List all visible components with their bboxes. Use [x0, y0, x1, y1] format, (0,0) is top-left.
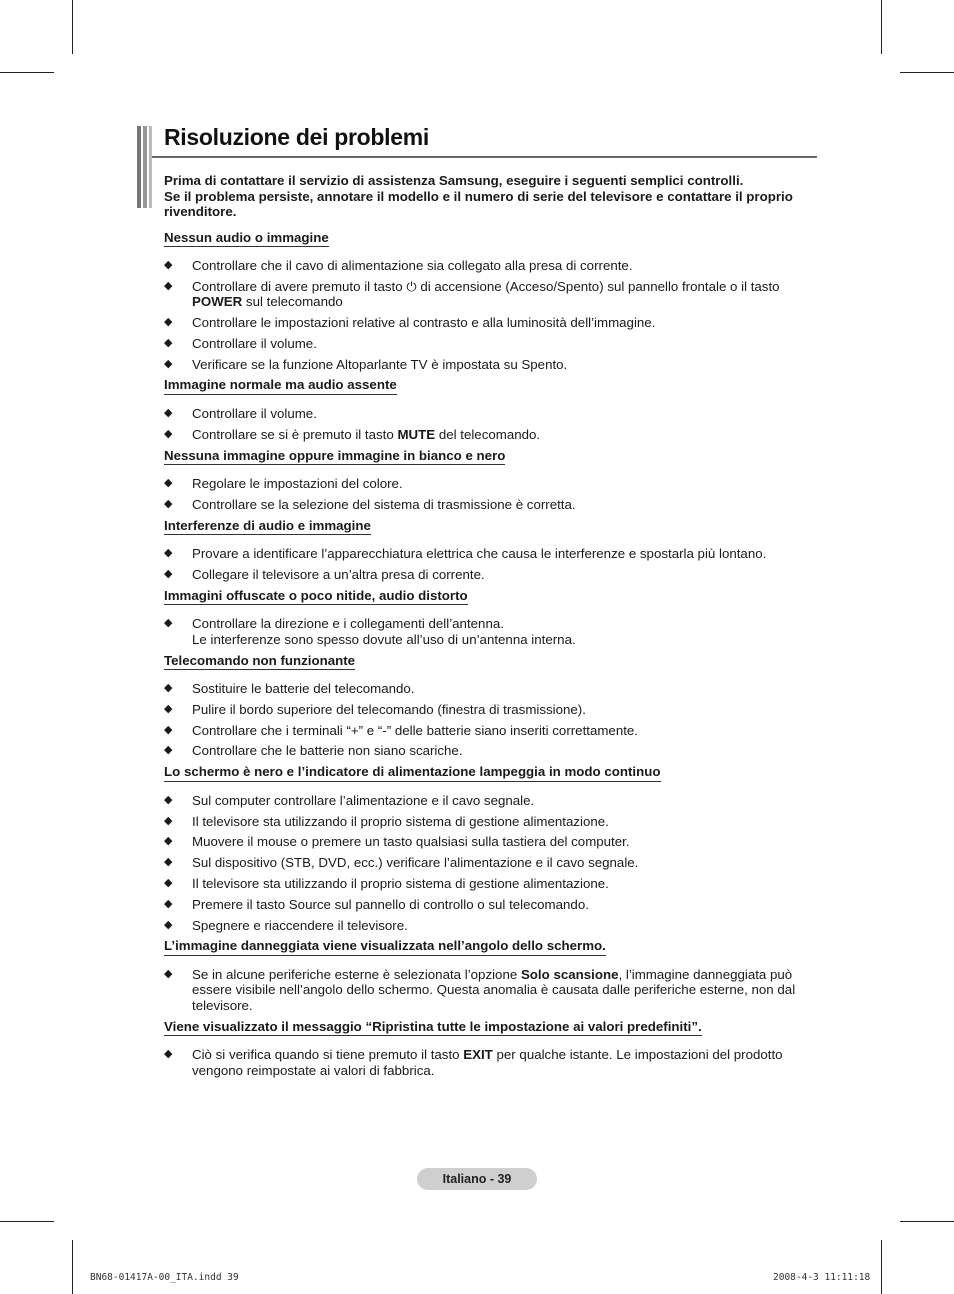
- list-item-text: Il televisore sta utilizzando il proprio sistema di gestione alimentazione.: [192, 875, 609, 891]
- title-rule: [152, 156, 817, 158]
- list-item-text: Provare a identificare l’apparecchiatura elettrica che causa le interferenze e spostarla più lontano.: [192, 546, 767, 562]
- item-list: [164, 967, 820, 1014]
- crop-mark: [881, 0, 882, 54]
- crop-mark: [0, 72, 54, 73]
- list-item: [164, 814, 820, 830]
- list-item-text: Sul dispositivo (STB, DVD, ecc.) verificare l’alimentazione e il cavo segnale.: [192, 855, 639, 871]
- list-item: [164, 897, 820, 913]
- list-item: [164, 336, 820, 352]
- list-item: [164, 279, 820, 310]
- list-item-text: Controllare il volume.: [192, 335, 317, 351]
- section: [164, 377, 820, 442]
- item-list: [164, 258, 820, 372]
- crop-mark: [900, 1221, 954, 1222]
- crop-mark: [72, 0, 73, 54]
- diamond-bullet-icon: ◆: [164, 259, 173, 271]
- intro: [164, 173, 820, 220]
- list-item: [164, 357, 820, 373]
- section-heading: Telecomando non funzionante: [164, 653, 355, 671]
- item-list: [164, 406, 820, 442]
- diamond-bullet-icon: ◆: [164, 497, 173, 510]
- list-item-text: Controllare il volume.: [192, 405, 317, 421]
- list-item-text: Il televisore sta utilizzando il proprio sistema di gestione alimentazione.: [192, 813, 609, 829]
- list-item-text: Controllare che i terminali “+” e “-” delle batterie siano inseriti correttamente.: [192, 722, 638, 738]
- item-list: [164, 681, 820, 759]
- section-heading: Immagine normale ma audio assente: [164, 377, 397, 395]
- power-icon: ⏻: [406, 278, 417, 294]
- diamond-bullet-icon: ◆: [164, 967, 173, 980]
- diamond-bullet-icon: ◆: [164, 1048, 173, 1061]
- list-item: [164, 476, 820, 492]
- list-item-text: Controllare di avere premuto il tasto ⏻ di accensione (Acceso/Spento) sul pannello frontale o il tasto POWER sul telecomando: [192, 278, 780, 310]
- list-item: [164, 743, 820, 759]
- item-list: [164, 476, 820, 512]
- section: [164, 448, 820, 513]
- item-list: [164, 1047, 820, 1078]
- list-item: [164, 967, 820, 1014]
- diamond-bullet-icon: ◆: [164, 279, 173, 292]
- item-list: [164, 793, 820, 933]
- list-item-text: Pulire il bordo superiore del telecomando (finestra di trasmissione).: [192, 701, 586, 717]
- diamond-bullet-icon: ◆: [164, 856, 173, 869]
- diamond-bullet-icon: ◆: [164, 897, 173, 910]
- section-heading: L’immagine danneggiata viene visualizzata nell’angolo dello schermo.: [164, 938, 606, 956]
- page-title: Risoluzione dei problemi: [164, 124, 429, 150]
- list-item: [164, 1047, 820, 1078]
- list-item-text: Sostituire le batterie del telecomando.: [192, 681, 415, 697]
- diamond-bullet-icon: ◆: [164, 876, 173, 889]
- list-item: [164, 876, 820, 892]
- list-item-text: Muovere il mouse o premere un tasto qualsiasi sulla tastiera del computer.: [192, 834, 630, 850]
- section-heading: Viene visualizzato il messaggio “Ripristina tutte le impostazione ai valori predefiniti”.: [164, 1019, 702, 1037]
- diamond-bullet-icon: ◆: [164, 357, 173, 370]
- list-item: [164, 406, 820, 422]
- list-item: [164, 546, 820, 562]
- list-item: [164, 834, 820, 850]
- diamond-bullet-icon: ◆: [164, 918, 173, 931]
- list-item-text: Premere il tasto Source sul pannello di controllo o sul telecomando.: [192, 896, 589, 912]
- page-number-badge: Italiano - 39: [417, 1168, 537, 1190]
- list-item: [164, 681, 820, 697]
- list-item: [164, 497, 820, 513]
- section-heading: Nessuna immagine oppure immagine in bianco e nero: [164, 448, 505, 466]
- list-item-text: Controllare la direzione e i collegamenti dell’antenna. Le interferenze sono spesso dovute all’uso di un’antenna interna.: [192, 616, 576, 647]
- item-list: [164, 616, 820, 647]
- list-item-text: Controllare le impostazioni relative al contrasto e alla luminosità dell’immagine.: [192, 315, 656, 331]
- section: [164, 653, 820, 759]
- diamond-bullet-icon: ◆: [164, 723, 173, 736]
- list-item: [164, 616, 820, 647]
- diamond-bullet-icon: ◆: [164, 682, 173, 695]
- diamond-bullet-icon: ◆: [164, 567, 173, 580]
- diamond-bullet-icon: ◆: [164, 477, 173, 490]
- list-item: [164, 427, 820, 443]
- section: [164, 1019, 820, 1079]
- section-heading: Immagini offuscate o poco nitide, audio distorto: [164, 588, 468, 606]
- content: [164, 173, 820, 1083]
- list-item: [164, 793, 820, 809]
- diamond-bullet-icon: ◆: [164, 793, 173, 806]
- list-item-text: Ciò si verifica quando si tiene premuto il tasto EXIT per qualche istante. Le impostazioni del prodotto vengono reimpostate ai valori di fabbrica.: [192, 1047, 783, 1078]
- diamond-bullet-icon: ◆: [164, 547, 173, 560]
- section: [164, 764, 820, 933]
- list-item: [164, 855, 820, 871]
- intro-line: Se il problema persiste, annotare il modello e il numero di serie del televisore e contattare il proprio rivenditore.: [164, 188, 793, 219]
- list-item: [164, 702, 820, 718]
- list-item-text: Verificare se la funzione Altoparlante TV è impostata su Spento.: [192, 356, 568, 372]
- list-item: [164, 258, 820, 274]
- section-heading: Interferenze di audio e immagine: [164, 518, 371, 536]
- diamond-bullet-icon: ◆: [164, 702, 173, 715]
- section: [164, 230, 820, 373]
- diamond-bullet-icon: ◆: [164, 617, 173, 630]
- intro-line: Prima di contattare il servizio di assistenza Samsung, eseguire i seguenti semplici controlli.: [164, 173, 744, 188]
- diamond-bullet-icon: ◆: [164, 336, 173, 349]
- list-item-text: Controllare che le batterie non siano scariche.: [192, 743, 463, 759]
- crop-mark: [0, 1221, 54, 1222]
- diamond-bullet-icon: ◆: [164, 406, 173, 419]
- diamond-bullet-icon: ◆: [164, 744, 173, 757]
- section-heading: Lo schermo è nero e l’indicatore di alimentazione lampeggia in modo continuo: [164, 764, 661, 782]
- list-item-text: Controllare se la selezione del sistema di trasmissione è corretta.: [192, 496, 576, 512]
- diamond-bullet-icon: ◆: [164, 316, 173, 329]
- troubleshooting-sections: [164, 230, 820, 1079]
- list-item-text: Regolare le impostazioni del colore.: [192, 476, 403, 492]
- item-list: [164, 546, 820, 582]
- crop-mark: [881, 1240, 882, 1294]
- list-item: [164, 723, 820, 739]
- section: [164, 518, 820, 583]
- list-item-text: Controllare se si è premuto il tasto MUTE del telecomando.: [192, 426, 541, 442]
- file-slug: BN68-01417A-00_ITA.indd 39: [90, 1272, 239, 1283]
- list-item: [164, 315, 820, 331]
- crop-mark: [900, 72, 954, 73]
- section: [164, 938, 820, 1013]
- list-item-text: Sul computer controllare l’alimentazione e il cavo segnale.: [192, 792, 535, 808]
- section-heading: Nessun audio o immagine: [164, 230, 329, 248]
- section: [164, 588, 820, 648]
- list-item: [164, 567, 820, 583]
- date-slug: 2008-4-3 11:11:18: [773, 1272, 871, 1283]
- diamond-bullet-icon: ◆: [164, 427, 173, 440]
- list-item-text: Collegare il televisore a un’altra presa di corrente.: [192, 566, 485, 582]
- list-item-text: Controllare che il cavo di alimentazione sia collegato alla presa di corrente.: [192, 258, 633, 273]
- list-item-text: Spegnere e riaccendere il televisore.: [192, 917, 408, 933]
- list-item-text: Se in alcune periferiche esterne è selezionata l’opzione Solo scansione, l’immagine danneggiata può essere visibile nell’angolo dello schermo. Questa anomalia è causata dalle periferiche esterne, non dal televisore.: [192, 966, 796, 1013]
- diamond-bullet-icon: ◆: [164, 835, 173, 848]
- crop-mark: [72, 1240, 73, 1294]
- diamond-bullet-icon: ◆: [164, 814, 173, 827]
- list-item: [164, 918, 820, 934]
